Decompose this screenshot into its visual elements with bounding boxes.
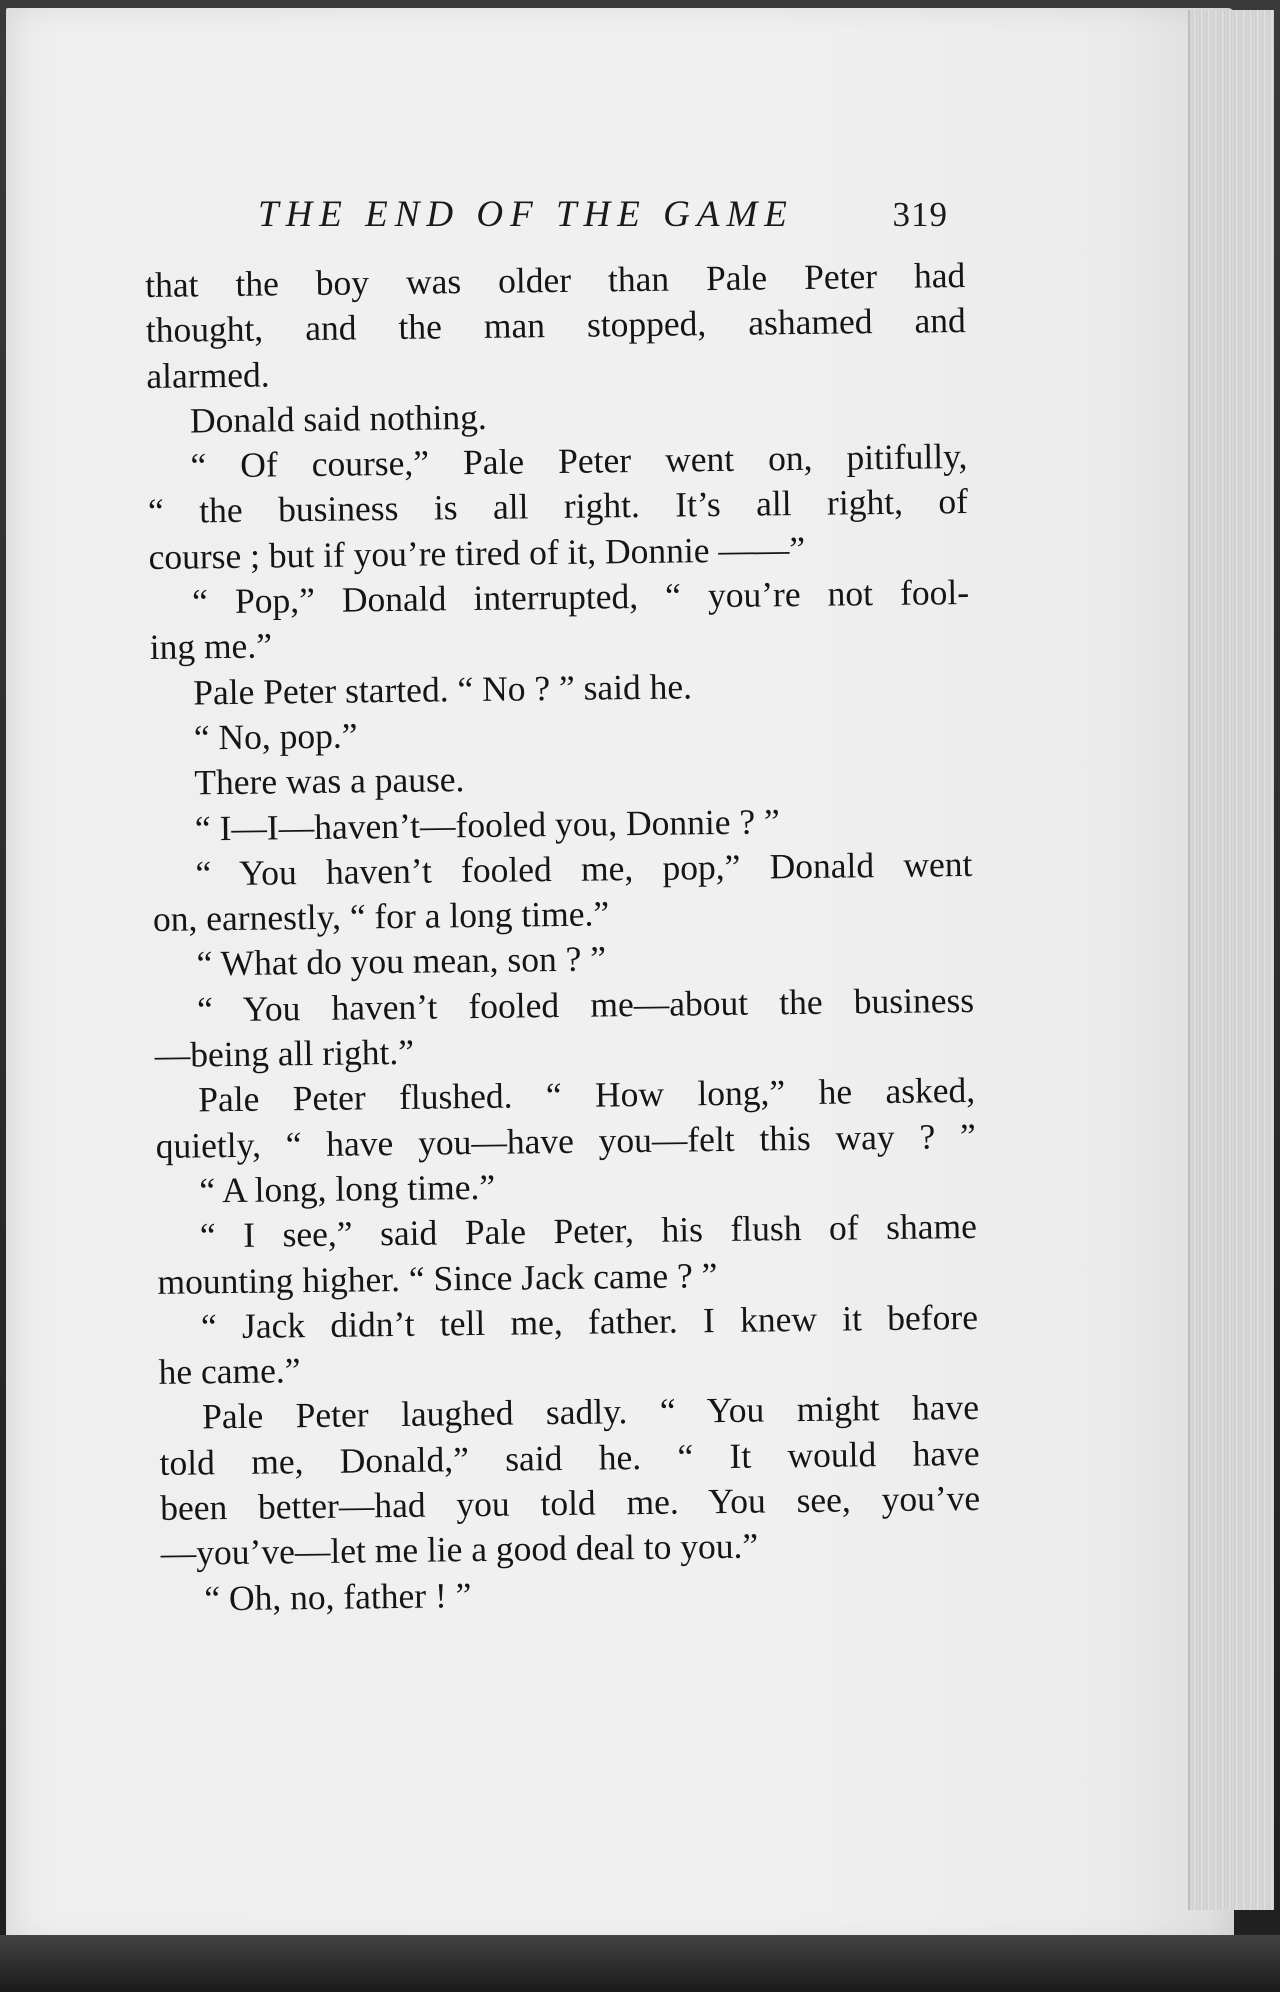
text-line: “ What do you mean, son ? ” [196,938,607,984]
text-line: been better—had you told me. You see, you’ve [159,1477,981,1528]
text-line: There was a pause. [194,759,465,803]
text-line: mounting higher. “ Since Jack came ? ” [157,1254,718,1302]
text-line: that the boy was older than Pale Peter had [145,254,966,305]
text-line: he came.” [158,1350,301,1393]
text-line: —being all right.” [154,1031,415,1075]
text-line: quietly, “ have you—have you—felt this way ? ” [155,1115,976,1166]
text-line: alarmed. [146,354,270,396]
text-line: course ; but if you’re tired of it, Donnie ——” [148,528,806,577]
text-line: “ You haven’t fooled me—about the business [196,979,975,1030]
text-line: “ You haven’t fooled me, pop,” Donald went [195,843,973,894]
text-line: “ the business is all right. It’s all right, of [147,481,969,532]
text-line: on, earnestly, “ for a long time.” [152,893,610,940]
scan-bottom-shadow [0,1935,1280,1992]
text-line: “ I see,” said Pale Peter, his flush of shame [199,1206,978,1256]
body-text [145,253,982,1622]
text-line: “ Oh, no, father ! ” [204,1574,472,1618]
page-number: 319 [892,195,948,234]
text-line: “ Of course,” Pale Peter went on, pitifully, [190,436,968,486]
page-edges [1188,10,1274,1910]
text-line: Pale Peter flushed. “ How long,” he asked, [197,1070,976,1120]
text-line: ing me.” [149,625,273,668]
text-line: —you’ve—let me lie a good deal to you.” [160,1525,759,1574]
text-line: Pale Peter laughed sadly. “ You might have [201,1387,980,1437]
text-line: “ No, pop.” [193,715,358,758]
running-title: THE END OF THE GAME [258,194,794,235]
text-line: thought, and the man stopped, ashamed and [145,300,967,351]
text-line: told me, Donald,” said he. “ It would have [159,1432,980,1483]
text-line: “ Jack didn’t tell me, father. I knew it before [200,1296,979,1347]
text-line: Pale Peter started. “ No ? ” said he. [193,666,693,713]
text-line: “ Pop,” Donald interrupted, “ you’re not fool- [191,572,970,622]
text-line: Donald said nothing. [189,396,487,441]
text-line: “ I—I—haven’t—fooled you, Donnie ? ” [194,800,781,848]
text-line: “ A long, long time.” [199,1166,496,1211]
running-head [258,193,948,236]
